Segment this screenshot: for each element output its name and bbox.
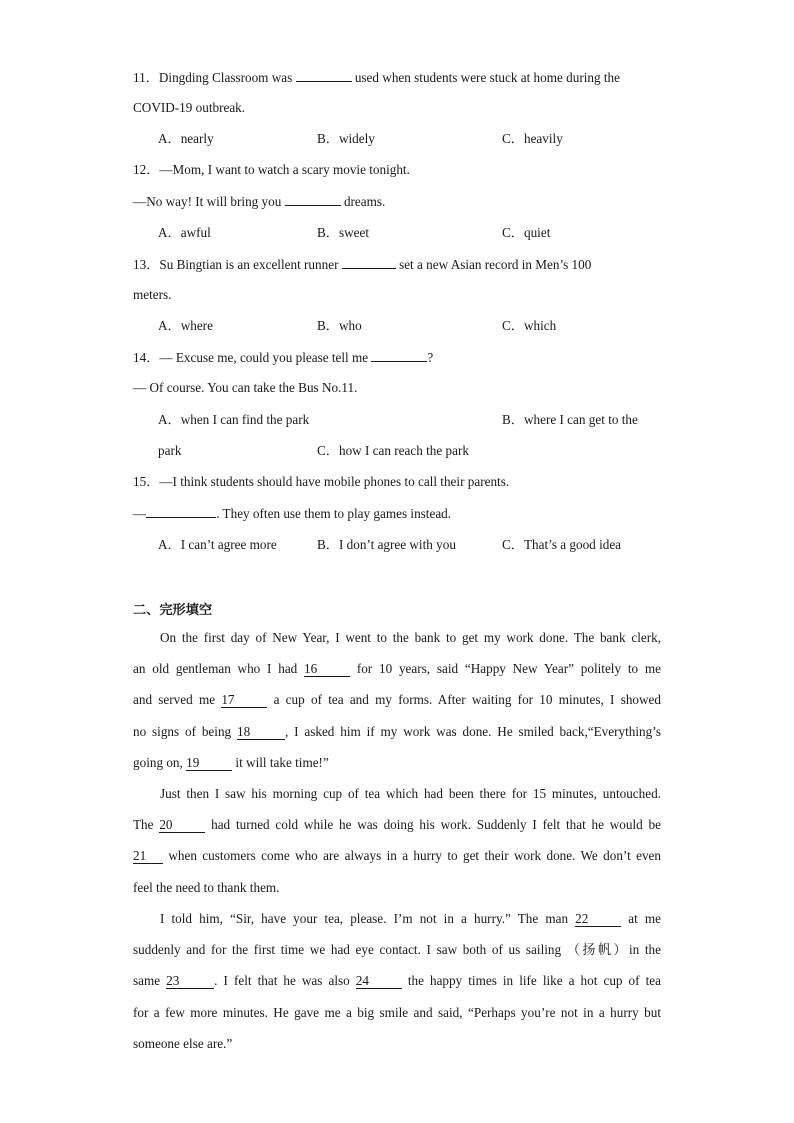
question-13-line-2 xyxy=(133,287,663,303)
q15-option-a: A．I can’t agree more xyxy=(158,537,277,552)
q11-option-c: C．heavily xyxy=(502,131,563,146)
q14-option-b: B．where I can get to the xyxy=(502,412,638,427)
p3-line-2: suddenly and for the first time we had eye contact. I saw both of us sailing （扬帆）in the xyxy=(133,942,661,958)
p2-line-2-a: The xyxy=(133,817,160,833)
p1-line-2-b: for 10 years, said “Happy New Year” politely to me xyxy=(350,661,661,677)
p2-line-4: feel the need to thank them. xyxy=(133,879,280,895)
p3-line-3-c: the happy times in life like a hot cup of tea xyxy=(401,973,661,989)
p1-line-4 xyxy=(133,716,661,747)
q12-option-c: C．quiet xyxy=(502,225,551,240)
q13-blank xyxy=(342,256,396,269)
q14-text-b: ? xyxy=(427,350,434,365)
p1-line-3-b: a cup of tea and my forms. After waiting for 10 minutes, I showed xyxy=(267,692,661,708)
question-15-line-1 xyxy=(133,474,663,490)
q14-blank xyxy=(371,349,427,362)
passage-paragraph-2 xyxy=(133,778,661,903)
q12-option-b: B．sweet xyxy=(317,225,370,240)
q15-text-a: 15．—I think students should have mobile phones to call their parents. xyxy=(133,474,510,489)
blank-24: 24 xyxy=(356,974,402,989)
q14-text-c: — Of course. You can take the Bus No.11. xyxy=(133,380,358,395)
p2-line-1: Just then I saw his morning cup of tea which had been there for 15 minutes, untouched. xyxy=(160,786,661,801)
p3-line-3 xyxy=(133,965,661,996)
p1-line-4-a: no signs of being xyxy=(133,723,237,739)
q13-option-b: B．who xyxy=(317,318,362,333)
section-title: 二、完形填空 xyxy=(133,603,213,618)
p1-line-3-a: and served me xyxy=(133,692,222,708)
p3-line-4: for a few more minutes. He gave me a big smile and said, “Perhaps you’re not in a hurry but xyxy=(133,1004,661,1020)
q12-blank xyxy=(285,193,341,206)
blank-16: 16 xyxy=(304,662,350,677)
passage-paragraph-1 xyxy=(133,622,661,778)
p1-line-1: On the first day of New Year, I went to the bank to get my work done. The bank clerk, xyxy=(160,630,661,645)
blank-20: 20 xyxy=(159,818,205,833)
q13-option-c: C．which xyxy=(502,318,557,333)
p3-line-3-a: same xyxy=(133,973,167,989)
blank-21: 21 xyxy=(133,849,163,864)
q14-option-b-continued: park xyxy=(158,443,182,458)
q13-text-c: meters. xyxy=(133,287,172,302)
q15-text-b: — xyxy=(133,506,147,521)
question-13-line-1 xyxy=(133,256,663,273)
q12-text-b: —No way! It will bring you xyxy=(133,194,285,209)
question-11-line-2 xyxy=(133,100,663,116)
q15-text-c: . They often use them to play games instead. xyxy=(216,506,452,521)
p1-line-2 xyxy=(133,653,661,684)
p2-line-3 xyxy=(133,840,661,871)
q13-text-a: 13．Su Bingtian is an excellent runner xyxy=(133,257,342,272)
q14-text-a: 14．— Excuse me, could you please tell me xyxy=(133,350,372,365)
q13-option-a: A．where xyxy=(158,318,213,333)
p3-line-5: someone else are.” xyxy=(133,1035,233,1051)
blank-19: 19 xyxy=(186,756,232,771)
q13-text-b: set a new Asian record in Men’s 100 xyxy=(395,257,592,272)
question-12-line-2 xyxy=(133,193,663,210)
q15-blank xyxy=(146,505,216,518)
blank-23: 23 xyxy=(166,974,214,989)
q11-text-a: 11．Dingding Classroom was xyxy=(133,70,296,85)
p1-line-5-b: it will take time!” xyxy=(232,754,329,770)
p3-line-1-a: I told him, “Sir, have your tea, please. I’m not in a hurry.” The man xyxy=(160,911,576,926)
q11-text-c: COVID-19 outbreak. xyxy=(133,100,246,115)
p2-line-3-b: when customers come who are always in a hurry to get their work done. We don’t even xyxy=(163,848,661,864)
blank-22: 22 xyxy=(575,912,621,927)
passage-paragraph-3 xyxy=(133,903,661,1059)
question-12-line-1 xyxy=(133,162,663,178)
p1-line-5-a: going on, xyxy=(133,754,187,770)
q11-option-b: B．widely xyxy=(317,131,375,146)
p2-line-2 xyxy=(133,809,661,840)
p1-line-5 xyxy=(133,747,661,778)
q12-text-c: dreams. xyxy=(340,194,386,209)
blank-18: 18 xyxy=(237,725,285,740)
q15-option-b: B．I don’t agree with you xyxy=(317,537,456,552)
p3-line-1 xyxy=(133,903,661,934)
q15-option-c: C．That’s a good idea xyxy=(502,537,622,552)
q12-option-a: A．awful xyxy=(158,225,211,240)
question-14-line-1 xyxy=(133,349,663,366)
p2-line-2-b: had turned cold while he was doing his work. Suddenly I felt that he would be xyxy=(205,817,661,833)
blank-17: 17 xyxy=(221,693,267,708)
p1-line-4-b: , I asked him if my work was done. He smiled back,“Everything’s xyxy=(284,723,661,739)
p3-line-1-b: at me xyxy=(621,911,661,926)
q11-option-a: A．nearly xyxy=(158,131,214,146)
p3-line-3-b: . I felt that he was also xyxy=(214,973,356,989)
q12-text-a: 12．—Mom, I want to watch a scary movie tonight. xyxy=(133,162,410,177)
p1-line-3 xyxy=(133,684,661,715)
q11-blank xyxy=(296,69,352,82)
question-11-line-1 xyxy=(133,69,663,86)
q14-option-a: A．when I can find the park xyxy=(158,412,310,427)
q14-option-c: C．how I can reach the park xyxy=(317,443,469,458)
p1-line-2-a: an old gentleman who I had xyxy=(133,661,305,677)
question-14-line-2 xyxy=(133,380,663,396)
q11-text-b: used when students were stuck at home during the xyxy=(351,70,620,85)
question-15-line-2 xyxy=(133,505,663,522)
